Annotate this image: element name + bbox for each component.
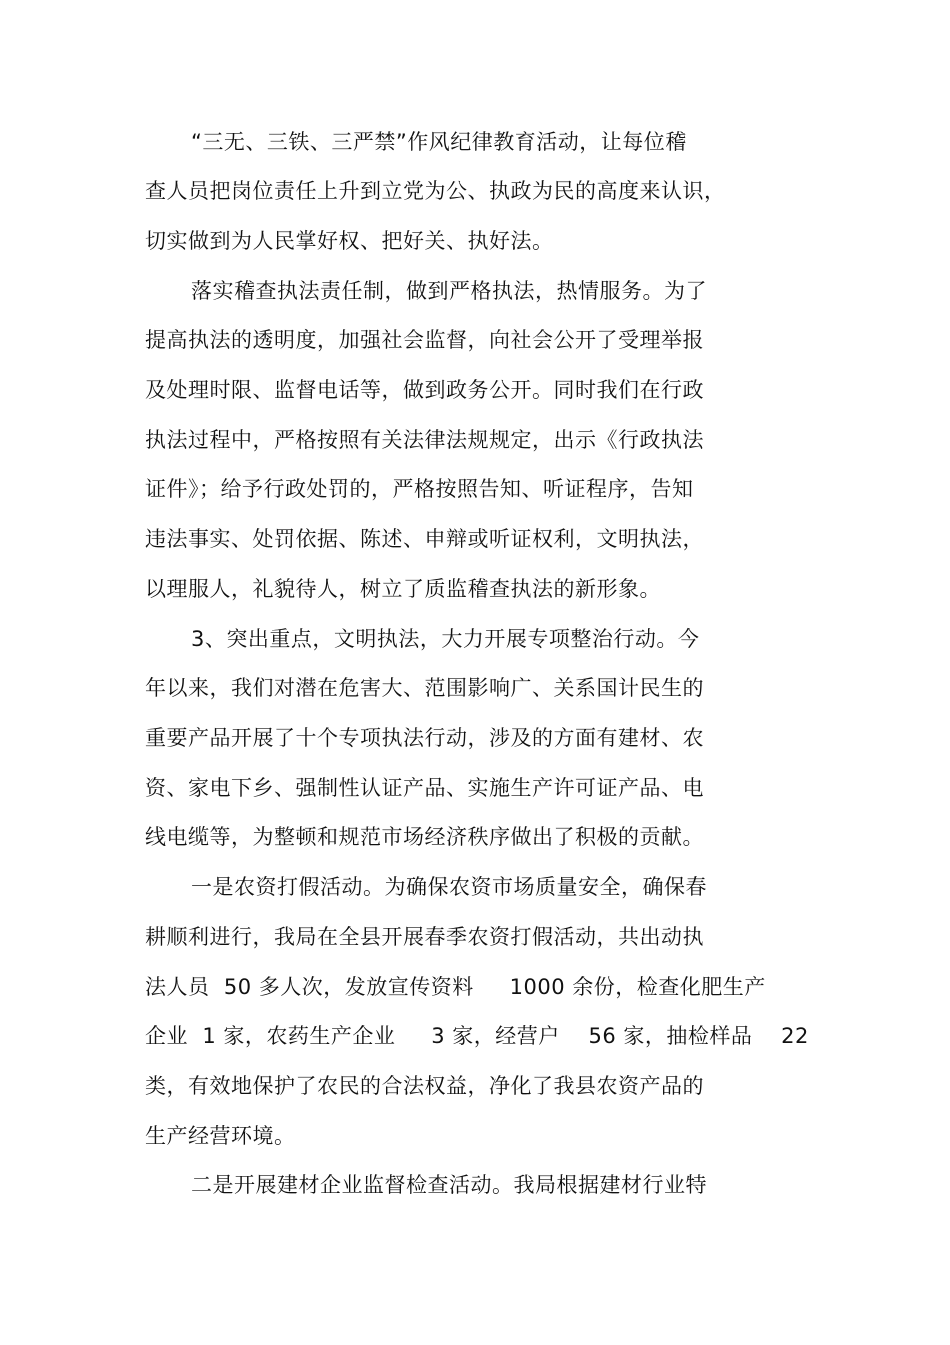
paragraph-line: 企业 1 家，农药生产企业 3 家，经营户 56 家，抽检样品 22: [145, 1024, 809, 1048]
paragraph-line: 以理服人，礼貌待人，树立了质监稽查执法的新形象。: [145, 577, 661, 601]
paragraph-line: 落实稽查执法责任制，做到严格执法，热情服务。为了: [191, 279, 707, 303]
paragraph-line: 提高执法的透明度，加强社会监督，向社会公开了受理举报: [145, 328, 704, 352]
paragraph-line: 证件》；给予行政处罚的，严格按照告知、听证程序，告知: [145, 477, 694, 501]
paragraph-line: 执法过程中，严格按照有关法律法规规定，出示《行政执法: [145, 428, 704, 452]
paragraph-line: 耕顺利进行，我局在全县开展春季农资打假活动，共出动执: [145, 925, 704, 949]
paragraph-line: 年以来，我们对潜在危害大、范围影响广、关系国计民生的: [145, 676, 704, 700]
paragraph-line: 线电缆等，为整顿和规范市场经济秩序做出了积极的贡献。: [145, 825, 704, 849]
paragraph-line: 生产经营环境。: [145, 1124, 296, 1148]
paragraph-line: 违法事实、处罚依据、陈述、申辩或听证权利，文明执法，: [145, 527, 704, 551]
paragraph-line: 资、家电下乡、强制性认证产品、实施生产许可证产品、电: [145, 776, 704, 800]
paragraph-line: 查人员把岗位责任上升到立党为公、执政为民的高度来认识，: [145, 179, 726, 203]
paragraph-line: 切实做到为人民掌好权、把好关、执好法。: [145, 229, 554, 253]
paragraph-line: 一是农资打假活动。为确保农资市场质量安全，确保春: [191, 875, 707, 899]
paragraph-line: 法人员 50 多人次，发放宣传资料 1000 余份，检查化肥生产: [145, 975, 766, 999]
paragraph-line: 3、突出重点，文明执法，大力开展专项整治行动。今: [191, 627, 700, 651]
paragraph-line: 二是开展建材企业监督检查活动。我局根据建材行业特: [191, 1173, 707, 1197]
paragraph-line: 类，有效地保护了农民的合法权益，净化了我县农资产品的: [145, 1074, 704, 1098]
paragraph-line: “三无、三铁、三严禁”作风纪律教育活动，让每位稽: [191, 130, 687, 154]
paragraph-line: 重要产品开展了十个专项执法行动，涉及的方面有建材、农: [145, 726, 704, 750]
paragraph-line: 及处理时限、监督电话等，做到政务公开。同时我们在行政: [145, 378, 704, 402]
